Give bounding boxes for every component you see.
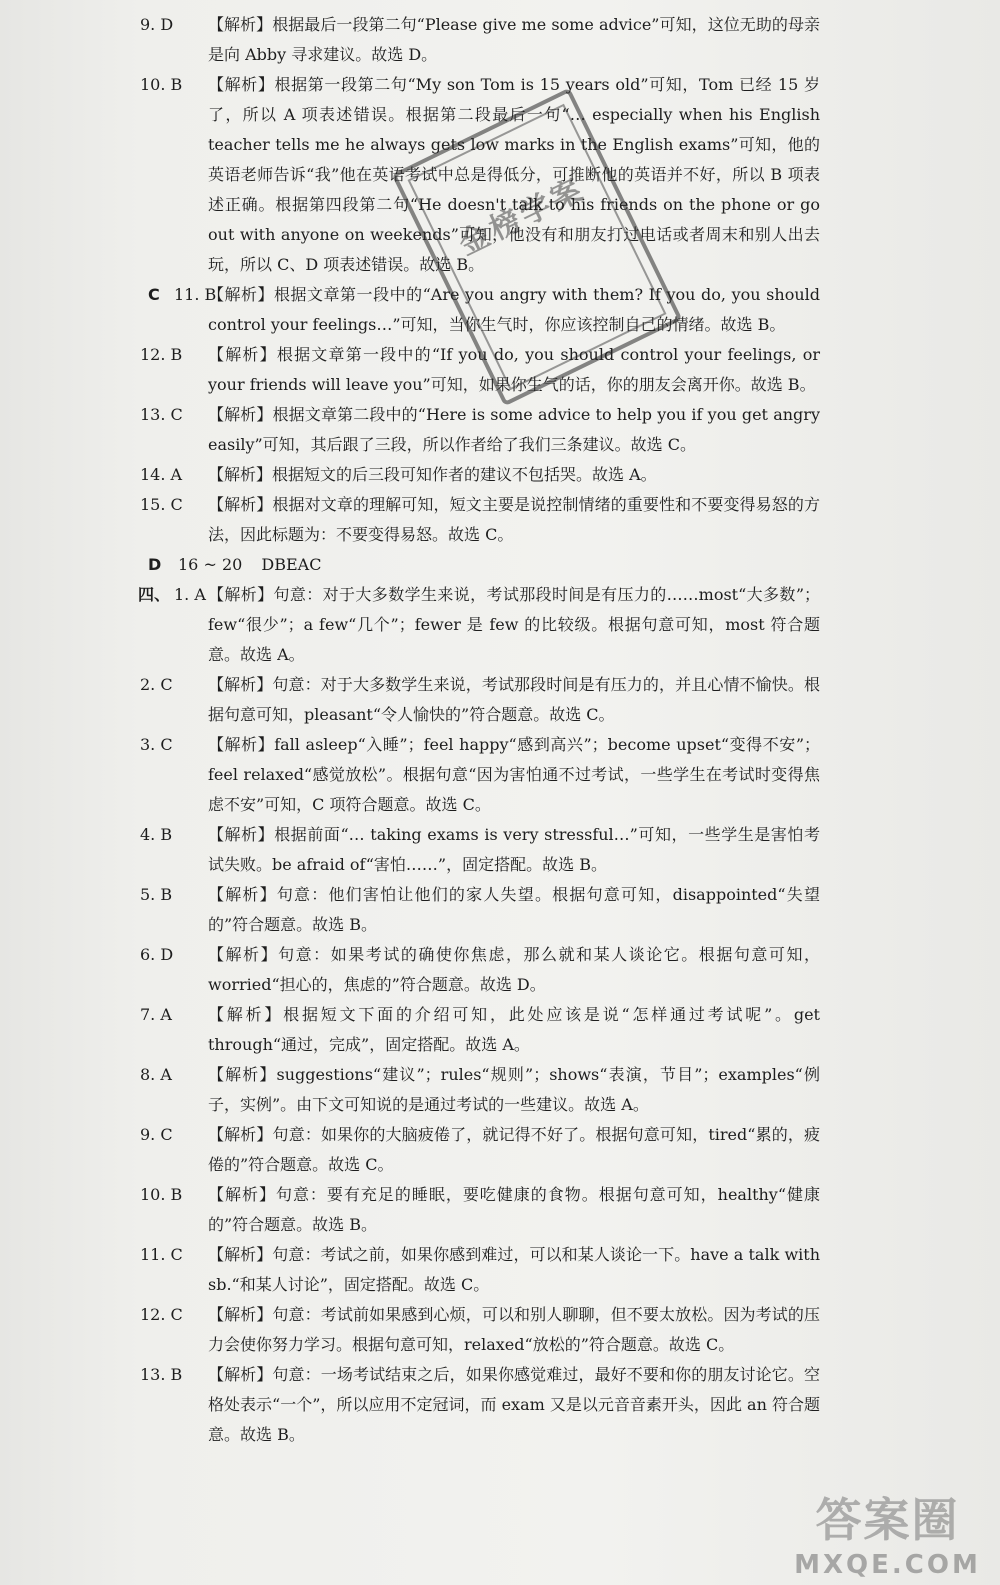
- item-explanation: 【解析】根据短文的后三段可知作者的建议不包括哭。故选 A。: [208, 465, 657, 484]
- item-number: 5. B: [140, 885, 173, 904]
- item-explanation: 【解析】根据文章第一段中的“Are you angry with them? If you do, you should control your feelings…”可知，当你生气时，你应该控制自己的情绪。故选 B。: [208, 285, 820, 334]
- item-number: 11. B: [174, 285, 217, 304]
- item-number: 8. A: [140, 1065, 172, 1084]
- answer-item: [140, 1060, 820, 1120]
- item-number: 12. C: [140, 1305, 183, 1324]
- section-d-answers: [140, 550, 820, 580]
- answer-item: [140, 940, 820, 1000]
- item-explanation: 【解析】句意：对于大多数学生来说，考试那段时间是有压力的，并且心情不愉快。根据句意可知，pleasant“令人愉快的”符合题意。故选 C。: [208, 675, 820, 724]
- watermark-brand: 答案圈: [815, 1493, 960, 1547]
- answer-item: [140, 10, 820, 70]
- item-explanation: 【解析】根据前面“… taking exams is very stressful…”可知，一些学生是害怕考试失败。be afraid of“害怕……”，固定搭配。故选 B。: [208, 825, 820, 874]
- item-explanation: 【解析】句意：他们害怕让他们的家人失望。根据句意可知，disappointed“失望的”符合题意。故选 B。: [208, 885, 820, 934]
- item-explanation: 【解析】根据第一段第二句“My son Tom is 15 years old”可知，Tom 已经 15 岁了，所以 A 项表述错误。根据第二段最后一句“… especially when his English teacher tells me he always gets low marks in the English exams”可知，他的英语老师告诉“我”他在英语考试中总是得低分，可推断他的英语并不好，所以 B 项表述正确。根据第四段第二句“He doesn't talk to his friends on the phone or go out with anyone on weekends”可知，他没有和朋友打过电话或者周末和别人出去玩，所以 C、D 项表述错误。故选 B。: [208, 75, 820, 274]
- item-number: 1. A: [174, 585, 206, 604]
- item-explanation: 【解析】句意：考试之前，如果你感到难过，可以和某人谈论一下。have a talk with sb.“和某人讨论”，固定搭配。故选 C。: [208, 1245, 820, 1294]
- answer-item: [140, 400, 820, 460]
- item-explanation: 【解析】句意：对于大多数学生来说，考试那段时间是有压力的……most“大多数”；few“很少”；a few“几个”；fewer 是 few 的比较级。根据句意可知，most 符合题意。故选 A。: [208, 585, 820, 664]
- item-explanation: 【解析】fall asleep“入睡”；feel happy“感到高兴”；become upset“变得不安”；feel relaxed“感觉放松”。根据句意“因为害怕通不过考试，一些学生在考试时变得焦虑不安”可知，C 项符合题意。故选 C。: [208, 735, 820, 814]
- item-number: 3. C: [140, 735, 173, 754]
- item-explanation: 【解析】句意：一场考试结束之后，如果你感觉难过，最好不要和你的朋友讨论它。空格处表示“一个”，所以应用不定冠词，而 exam 又是以元音音素开头，因此 an 符合题意。故选 B。: [208, 1365, 820, 1444]
- stamp-text: 金榜学案: [453, 171, 592, 263]
- item-explanation: 【解析】根据文章第一段中的“If you do, you should control your feelings, or your friends will leave you”可知，如果你生气的话，你的朋友会离开你。故选 B。: [208, 345, 820, 394]
- item-explanation: 【解析】句意：如果你的大脑疲倦了，就记得不好了。根据句意可知，tired“累的，疲倦的”符合题意。故选 C。: [208, 1125, 820, 1174]
- answer-item: [140, 730, 820, 820]
- item-number: 11. C: [140, 1245, 183, 1264]
- item-explanation: 【解析】根据短文下面的介绍可知，此处应该是说“怎样通过考试呢”。get through“通过，完成”，固定搭配。故选 A。: [208, 1005, 820, 1054]
- section-d-answer-letters: DBEAC: [261, 555, 322, 574]
- answer-item: [140, 820, 820, 880]
- item-number: 9. C: [140, 1125, 173, 1144]
- section-d-range: 16 ~ 20: [178, 555, 243, 574]
- item-explanation: 【解析】根据对文章的理解可知，短文主要是说控制情绪的重要性和不要变得易怒的方法，因此标题为：不要变得易怒。故选 C。: [208, 495, 820, 544]
- answer-item: [140, 580, 820, 670]
- item-explanation: 【解析】句意：要有充足的睡眠，要吃健康的食物。根据句意可知，healthy“健康的”符合题意。故选 B。: [208, 1185, 820, 1234]
- answer-item: [140, 880, 820, 940]
- item-number: 4. B: [140, 825, 173, 844]
- answer-item: [140, 1300, 820, 1360]
- watermark-site: MXQE.COM: [794, 1550, 981, 1580]
- section-c-label: C: [148, 285, 160, 304]
- item-explanation: 【解析】根据最后一段第二句“Please give me some advice”可知，这位无助的母亲是向 Abby 寻求建议。故选 D。: [208, 15, 820, 64]
- item-number: 12. B: [140, 345, 183, 364]
- item-number: 10. B: [140, 75, 183, 94]
- answer-item: [140, 670, 820, 730]
- item-number: 15. C: [140, 495, 183, 514]
- part-four-label: 四、: [138, 585, 171, 604]
- section-d-label: D: [148, 555, 162, 574]
- watermark-logo: [785, 1492, 990, 1582]
- answer-item: [140, 1000, 820, 1060]
- item-number: 2. C: [140, 675, 173, 694]
- item-explanation: 【解析】根据文章第二段中的“Here is some advice to help you if you get angry easily”可知，其后跟了三段，所以作者给了我们三条建议。故选 C。: [208, 405, 820, 454]
- answer-item: [140, 1240, 820, 1300]
- answer-item: [140, 460, 820, 490]
- item-number: 9. D: [140, 15, 174, 34]
- item-explanation: 【解析】句意：如果考试的确使你焦虑，那么就和某人谈论它。根据句意可知，worried“担心的，焦虑的”符合题意。故选 D。: [208, 945, 820, 994]
- item-explanation: 【解析】句意：考试前如果感到心烦，可以和别人聊聊，但不要太放松。因为考试的压力会使你努力学习。根据句意可知，relaxed“放松的”符合题意。故选 C。: [208, 1305, 820, 1354]
- item-number: 6. D: [140, 945, 174, 964]
- item-explanation: 【解析】suggestions“建议”；rules“规则”；shows“表演，节目”；examples“例子，实例”。由下文可知说的是通过考试的一些建议。故选 A。: [208, 1065, 820, 1114]
- item-number: 13. C: [140, 405, 183, 424]
- item-number: 7. A: [140, 1005, 172, 1024]
- answer-item: [140, 1120, 820, 1180]
- item-number: 10. B: [140, 1185, 183, 1204]
- answer-item: [140, 490, 820, 550]
- item-number: 14. A: [140, 465, 183, 484]
- answer-item: [140, 1360, 820, 1450]
- answer-item: [140, 1180, 820, 1240]
- item-number: 13. B: [140, 1365, 183, 1384]
